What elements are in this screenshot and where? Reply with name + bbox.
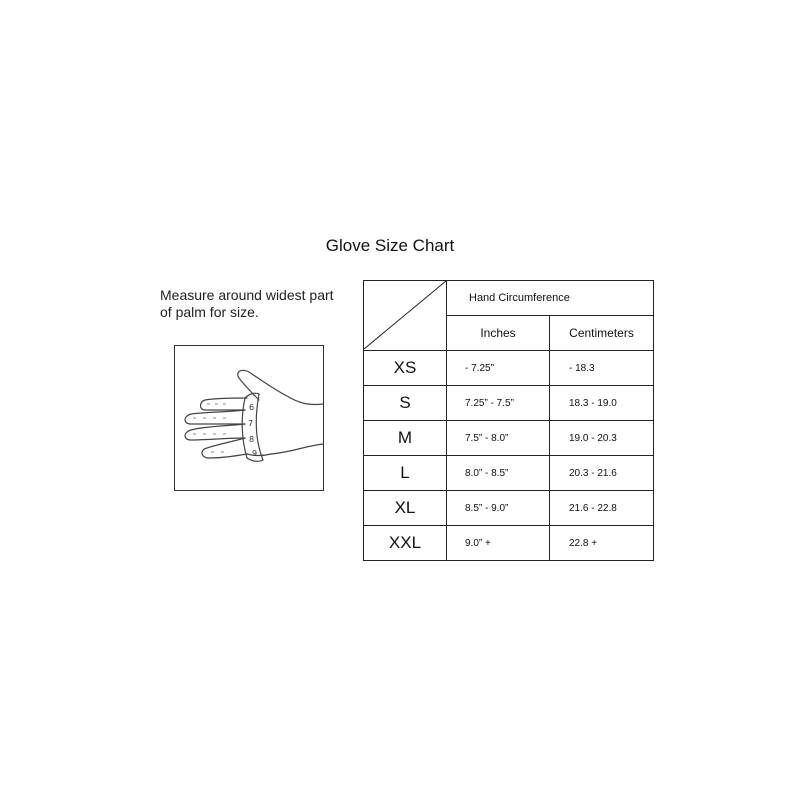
centimeters-value: 18.3 - 19.0 — [550, 386, 654, 421]
centimeters-value: 20.3 - 21.6 — [550, 456, 654, 491]
size-label: L — [364, 456, 447, 491]
inches-value: 8.0” - 8.5” — [447, 456, 550, 491]
size-label: XL — [364, 491, 447, 526]
hand-illustration — [174, 345, 324, 491]
inches-value: 9.0” + — [447, 526, 550, 561]
centimeters-value: 19.0 - 20.3 — [550, 421, 654, 456]
hand-measuring-tape-icon — [175, 346, 323, 490]
tape-number-8: 8 — [249, 435, 255, 444]
diagonal-divider — [364, 281, 446, 349]
size-label: M — [364, 421, 447, 456]
centimeters-column-header: Centimeters — [550, 316, 654, 351]
inches-value: 7.25” - 7.5” — [447, 386, 550, 421]
table-corner-cell — [364, 281, 447, 351]
instructions-line-1: Measure around widest part — [160, 287, 334, 303]
inches-value: - 7.25” — [447, 351, 550, 386]
table-row — [364, 526, 654, 561]
inches-value: 8.5” - 9.0” — [447, 491, 550, 526]
hand-circumference-header: Hand Circumference — [447, 281, 654, 316]
inches-column-header: Inches — [447, 316, 550, 351]
inches-value: 7.5” - 8.0” — [447, 421, 550, 456]
centimeters-value: - 18.3 — [550, 351, 654, 386]
measure-instructions — [160, 287, 370, 321]
size-label: XS — [364, 351, 447, 386]
tape-number-7: 7 — [248, 419, 254, 428]
table-row — [364, 351, 654, 386]
table-row — [364, 421, 654, 456]
tape-number-9: 9 — [252, 449, 258, 458]
centimeters-value: 21.6 - 22.8 — [550, 491, 654, 526]
size-label: XXL — [364, 526, 447, 561]
size-label: S — [364, 386, 447, 421]
tape-number-6: 6 — [249, 403, 255, 412]
instructions-line-2: of palm for size. — [160, 304, 259, 320]
table-row — [364, 386, 654, 421]
table-row — [364, 456, 654, 491]
centimeters-value: 22.8 + — [550, 526, 654, 561]
table-row — [364, 491, 654, 526]
glove-size-table — [363, 280, 654, 561]
page-title: Glove Size Chart — [325, 236, 455, 255]
